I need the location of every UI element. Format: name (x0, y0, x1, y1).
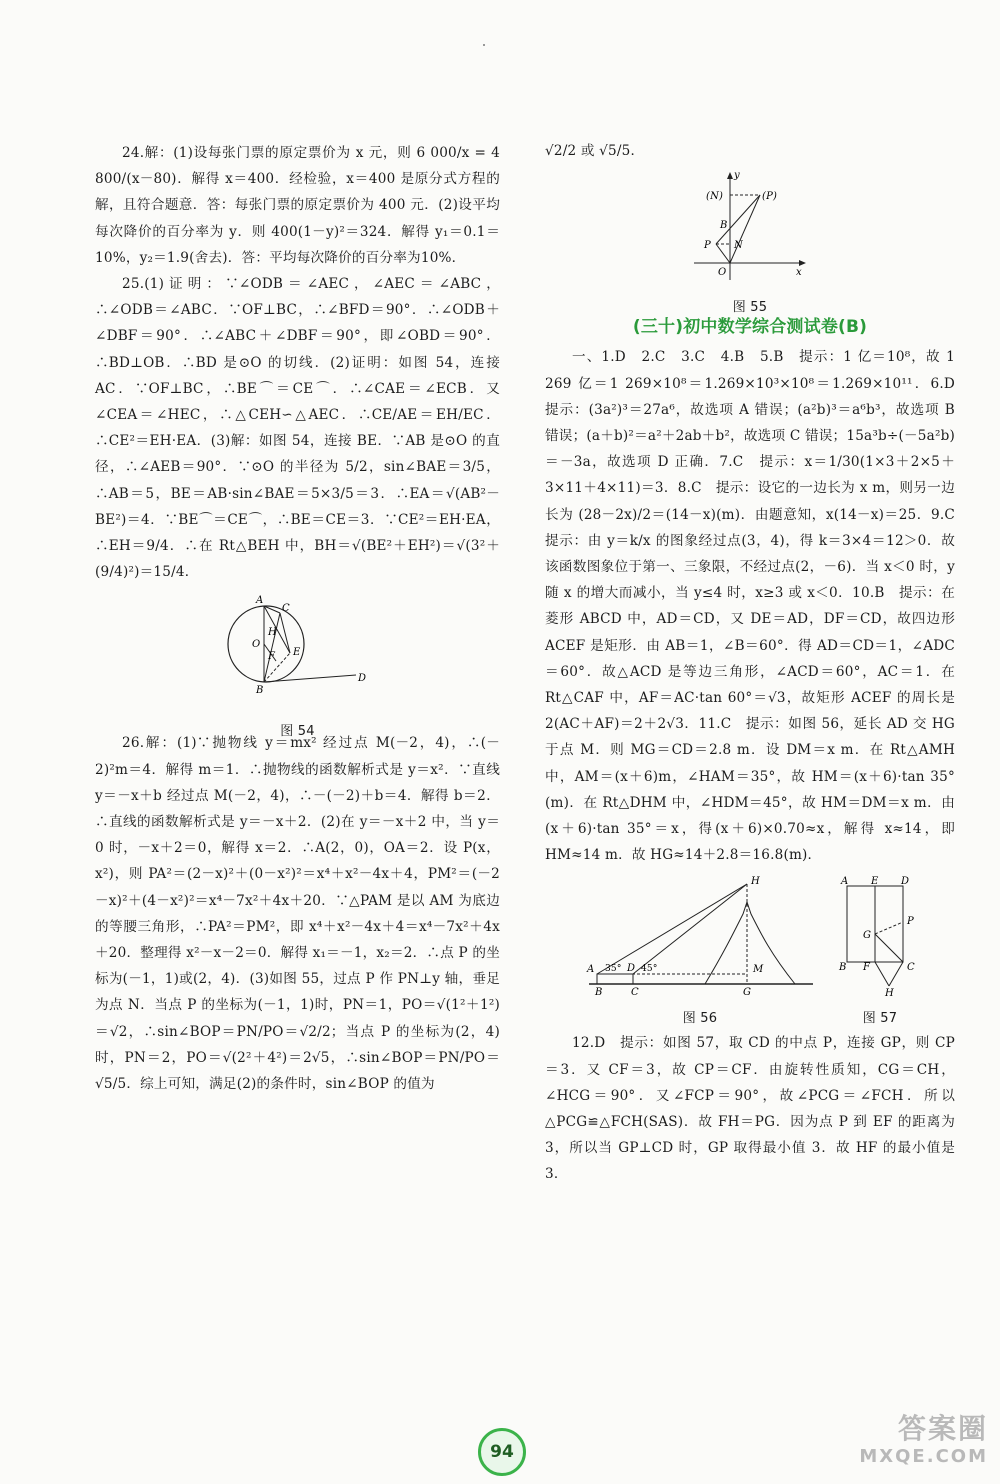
fig56-label: M (753, 964, 764, 976)
fig57-label: F (863, 962, 871, 974)
figure-54-caption: 图 54 (280, 723, 315, 739)
fig55-label: x (796, 267, 802, 279)
scan-dot (483, 44, 485, 46)
figure-56 (585, 874, 815, 1031)
fig54-label: B (255, 685, 264, 697)
fig57-label: B (839, 962, 847, 974)
figure-54 (218, 589, 378, 739)
fig56-label: H (751, 876, 760, 888)
fig57-label: P (907, 916, 914, 928)
fig55-label: N (734, 240, 743, 252)
figures-56-57 (545, 874, 955, 1024)
fig54-label: C (281, 603, 290, 615)
answer-q25: 25.(1)证明：∵∠ODB＝∠AEC，∠AEC＝∠ABC，∴∠ODB＝∠ABC．∵OF⊥BC，∴∠BFD＝90°．∴∠ODB＋∠DBF＝90°．∴∠ABC＋∠DBF＝90°，即∠OBD＝90°．∴BD⊥OB．∴BD 是⊙O 的切线．(2)证明：如图 54，连接 AC．∵OF⊥BC，∴BE⌒＝CE⌒．∴∠CAE＝∠ECB．又∠CEA＝∠HEC，∴△CEH∽△AEC．∴CE/AE＝EH/EC．∴CE²＝EH·EA．(3)解：如图 54，连接 BE．∵AB 是⊙O 的直径，∴∠AEB＝90°．∵⊙O 的半径为 5/2，sin∠BAE＝3/5，∴AB＝5，BE＝AB·sin∠BAE＝5×3/5＝3．∴EA＝√(AB²－BE²)＝4．∵BE⌒＝CE⌒，∴BE＝CE＝3．∵CE²＝EH·EA，∴EH＝9/4．∴在 Rt△BEH 中，BH＝√(BE²＋EH²)＝√(3²＋(9/4)²)＝15/4． (95, 276, 500, 581)
fig57-label: C (907, 962, 915, 974)
fig55-label: P (704, 240, 711, 252)
fig54-label: O (251, 639, 260, 651)
answer-q24: 24.解：(1)设每张门票的原定票价为 x 元，则 6 000/x = 4 800/(x－80)．解得 x＝400．经检验，x＝400 是原分式方程的解，且符合题意．答：每张门票的原定票价为 400 元．(2)设平均每次降价的百分率为 y．则 400(1－y)²＝324．解得 y₁＝0.1＝10%，y₂＝1.9(舍去)．答：平均每次降价的百分率为10%． (95, 145, 500, 266)
fig55-label: B (720, 220, 728, 232)
page-number-badge (478, 1428, 526, 1476)
watermark-url: MXQE.COM (859, 1446, 988, 1467)
fig54-label: D (357, 673, 366, 685)
answer-12: 12.D 提示：如图 57，取 CD 的中点 P，连接 GP，则 CP＝3．又 CF＝3，故 CP＝CF．由旋转性质知，CG＝CH，∠HCG＝90°．又∠FCP＝90°，故∠PCG＝∠FCH．所以△PCG≌△FCH(SAS)．故 FH＝PG．因为点 P 到 EF 的距离为 3，所以当 GP⊥CD 时，GP 取得最小值 3．故 HF 的最小值是 3． (545, 1035, 955, 1183)
fig54-label: A (255, 595, 263, 607)
fig56-label: 35° (605, 964, 622, 975)
right-column (545, 138, 969, 1188)
fig56-label: G (743, 987, 752, 997)
answer-q26: 26.解：(1)∵抛物线 y＝mx² 经过点 M(－2，4)，∴(－2)²m＝4．解得 m＝1．∴抛物线的函数解析式是 y＝x²．∵直线 y＝－x＋b 经过点 M(－2，4)，∴－(－2)＋b＝4．解得 b＝2．∴直线的函数解析式是 y＝－x＋2．(2)在 y＝－x＋2 中，当 y＝0 时，－x＋2＝0，解得 x＝2．∴A(2，0)，OA＝2．设 P(x，x²)，则 PA²＝(2－x)²＋(0－x²)²＝x⁴＋x²－4x＋4，PM²＝(－2－x)²＋(4－x²)²＝x⁴－7x²＋4x＋20．∵△PAM 是以 AM 为底边的等腰三角形，∴PA²＝PM²，即 x⁴＋x²－4x＋4＝x⁴－7x²＋4x＋20．整理得 x²－x－2＝0．解得 x₁＝－1，x₂＝2．∴点 P 的坐标为(－1，1)或(2，4)．(3)如图 55，过点 P 作 PN⊥y 轴，垂足为点 N．当点 P 的坐标为(－1，1)时，PN＝1，PO＝√(1²＋1²)＝√2，∴sin∠BOP＝PN/PO＝√2/2；当点 P 的坐标为(2，4)时，PN＝2，PO＝√(2²＋4²)＝2√5，∴sin∠BOP＝PN/PO＝√5/5．综上可知，满足(2)的条件时，sin∠BOP 的值为 (95, 735, 500, 1093)
fig56-label: B (595, 987, 603, 997)
figure-55 (690, 168, 810, 316)
fig56-label: D (627, 963, 636, 975)
figure-54-diagram (218, 589, 378, 709)
left-column (95, 140, 500, 1097)
fig55-label: y (734, 170, 740, 182)
answers-1-11: 一、1.D 2.C 3.C 4.B 5.B 提示：1 亿＝10⁸，故 1 269 亿＝1 269×10⁸＝1.269×10³×10⁸＝1.269×10¹¹．6.D 提示：(3a²)³＝27a⁶，故选项 A 错误；(a²b)³＝a⁶b³，故选项 B 错误；(a＋b)²＝a²＋2ab＋b²，故选项 C 错误；15a³b÷(－5a²b)＝－3a，故选项 D 正确．7.C 提示：x＝1/30(1×3＋2×5＋3×11＋4×11)＝3．8.C 提示：设它的一边长为 x m，则另一边长为 (28－2x)/2＝(14－x)(m)．由题意知，x(14－x)＝25．9.C 提示：由 y＝k/x 的图象经过点(3，4)，得 k＝3×4＝12＞0．故该函数图象位于第一、三象限，不经过点(2，－6)．当 x＜0 时，y 随 x 的增大而减小，当 y≤4 时，x≥3 或 x＜0．10.B 提示：在菱形 ABCD 中，AD＝CD，又 DE＝AD，DF＝CD，故四边形 ACEF 是矩形．由 AB＝1，∠B＝60°．得 AD＝CD＝1，∠ADC＝60°．故△ACD 是等边三角形，∠ACD＝60°，AC＝1．在 Rt△CAF 中，AF＝AC·tan 60°＝√3，故矩形 ACEF 的周长是 2(AC＋AF)＝2＋2√3．11.C 提示：如图 56，延长 AD 交 HG 于点 M．则 MG＝CD＝2.8 m．设 DM＝x m．在 Rt△AMH 中，AM＝(x＋6)m，∠HAM＝35°，故 HM＝(x＋6)·tan 35°(m)．在 Rt△DHM 中，∠HDM＝45°，故 HM＝DM＝x m．由(x＋6)·tan 35°＝x，得(x＋6)×0.70≈x，解得 x≈14，即 HM≈14 m．故 HG≈14＋2.8＝16.8(m)． (545, 349, 969, 864)
figure-57-caption: 图 57 (862, 1010, 898, 1026)
page-number: 94 (490, 1442, 514, 1462)
fig57-label: A (841, 876, 849, 888)
fig55-label: O (718, 267, 727, 279)
watermark-text: 答案圈 (897, 1412, 988, 1445)
answer-q26-end: √2/2 或 √5/5． (545, 143, 645, 159)
figure-57 (835, 874, 925, 1031)
fig56-label: A (587, 964, 595, 976)
fig54-label: E (292, 647, 300, 659)
fig56-label: 45° (641, 964, 658, 975)
fig57-label: G (863, 930, 872, 942)
figure-56-caption: 图 56 (682, 1010, 718, 1026)
watermark-logo (838, 1412, 988, 1474)
figure-55-diagram (690, 168, 810, 286)
fig57-label: E (871, 876, 879, 888)
section-title: (三十)初中数学综合测试卷(B) (632, 317, 868, 338)
fig55-label: (N) (706, 191, 724, 203)
fig55-label: (P) (762, 191, 778, 203)
fig54-label: H (267, 627, 277, 639)
fig54-label: F (267, 651, 275, 663)
figure-57-diagram (835, 874, 925, 996)
fig56-label: C (631, 987, 639, 997)
figure-56-diagram (585, 874, 815, 996)
figure-55-caption: 图 55 (732, 300, 768, 316)
fig57-label: D (901, 876, 910, 888)
fig57-label: H (885, 988, 894, 997)
